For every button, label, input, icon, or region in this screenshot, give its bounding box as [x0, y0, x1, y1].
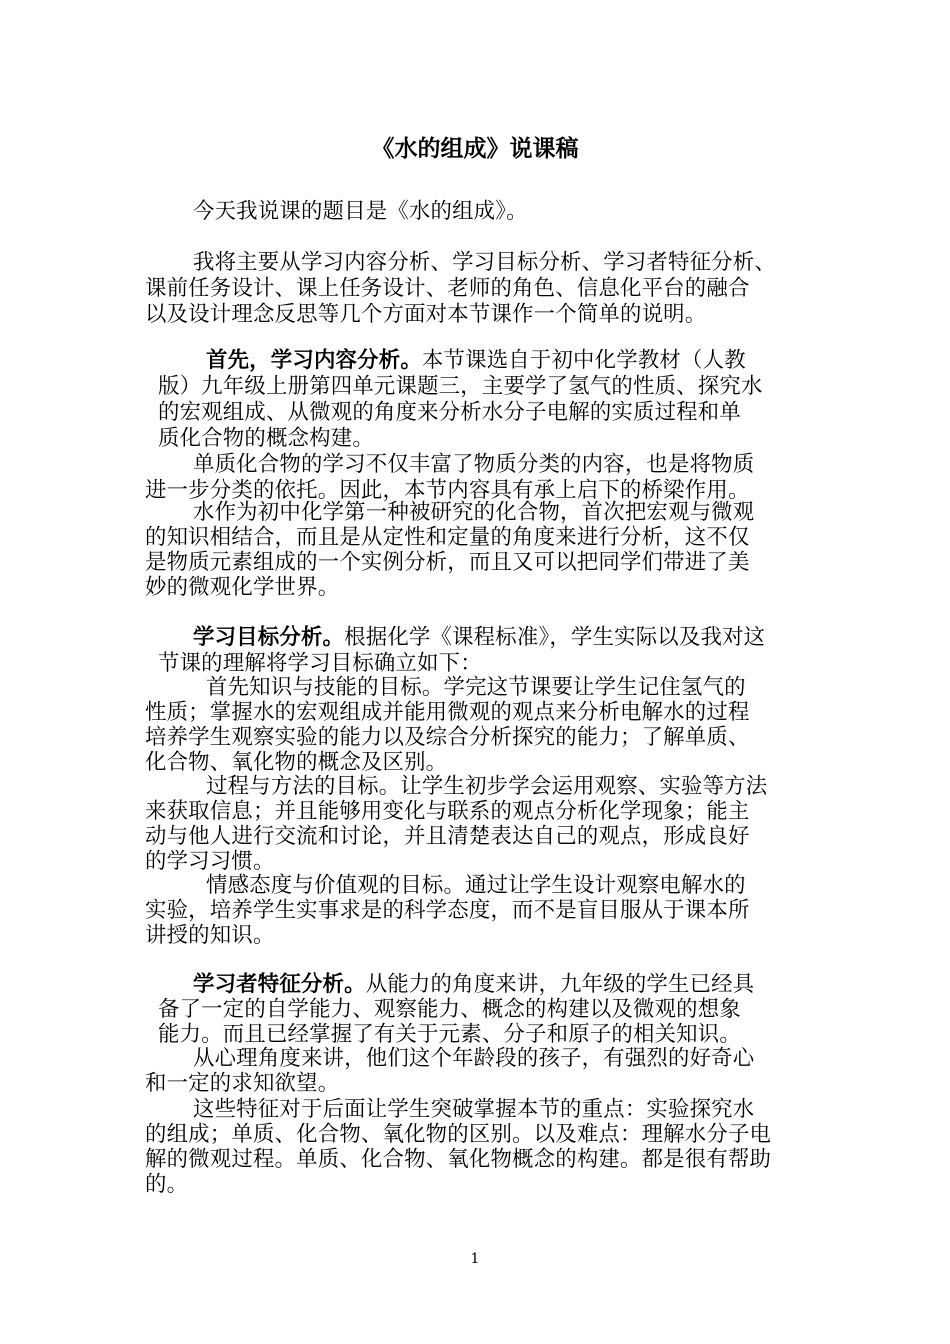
learners-line: 解的微观过程。单质、化合物、氧化物概念的构建。都是很有帮助 — [145, 1147, 772, 1172]
learners-line: 备了一定的自学能力、观察能力、概念的构建以及微观的想象 — [158, 997, 741, 1022]
learners-line: 这些特征对于后面让学生突破掌握本节的重点：实验探究水 — [193, 1097, 755, 1122]
overview-line: 课前任务设计、课上任务设计、老师的角色、信息化平台的融合 — [145, 276, 750, 301]
learners-line: 从心理角度来讲，他们这个年龄段的孩子，有强烈的好奇心 — [193, 1046, 755, 1071]
content-analysis-line: 的知识相结合，而且是从定性和定量的角度来进行分析，这不仅 — [145, 525, 750, 550]
page-number: 1 — [470, 1251, 480, 1267]
objectives-line: 的学习习惯。 — [145, 849, 275, 874]
objectives-line: 来获取信息；并且能够用变化与联系的观点分析化学现象；能主 — [145, 799, 750, 824]
content-analysis-first-line — [206, 347, 746, 375]
learners-line: 的组成；单质、化合物、氧化物的区别。以及难点：理解水分子电 — [145, 1122, 772, 1147]
learners-first-line — [193, 971, 754, 999]
objectives-line: 化合物、氧化物的概念及区别。 — [145, 750, 448, 775]
learners-line: 的。 — [145, 1172, 189, 1197]
objectives-line: 节课的理解将学习目标确立如下： — [158, 651, 482, 676]
learners-line: 能力。而且已经掌握了有关于元素、分子和原子的相关知识。 — [158, 1022, 741, 1047]
objectives-text: 根据化学《课程标准》，学生实际以及我对这 — [344, 625, 766, 650]
overview-line: 我将主要从学习内容分析、学习目标分析、学习者特征分析、 — [193, 250, 776, 275]
overview-line: 以及设计理念反思等几个方面对本节课作一个简单的说明。 — [145, 302, 707, 327]
content-analysis-heading: 首先，学习内容分析。 — [206, 348, 422, 373]
content-analysis-line: 质化合物的概念构建。 — [158, 426, 374, 451]
document-title: 《水的组成》说课稿 — [371, 136, 579, 162]
objectives-line: 性质；掌握水的宏观组成并能用微观的观点来分析电解水的过程 — [145, 700, 750, 725]
intro-line: 今天我说课的题目是《水的组成》。 — [193, 199, 528, 224]
content-analysis-line: 版）九年级上册第四单元课题三，主要学了氢气的性质、探究水 — [158, 374, 763, 399]
learners-heading: 学习者特征分析。 — [193, 972, 366, 997]
objectives-first-line — [193, 624, 765, 652]
objectives-heading: 学习目标分析。 — [193, 625, 345, 650]
content-analysis-line: 的宏观组成、从微观的角度来分析水分子电解的实质过程和单 — [158, 400, 741, 425]
content-analysis-line: 是物质元素组成的一个实例分析，而且又可以把同学们带进了美 — [145, 550, 750, 575]
objectives-line: 情感态度与价值观的目标。通过让学生设计观察电解水的 — [206, 873, 746, 898]
content-analysis-line: 单质化合物的学习不仅丰富了物质分类的内容，也是将物质 — [193, 452, 755, 477]
objectives-line: 动与他人进行交流和讨论，并且清楚表达自己的观点，形成良好 — [145, 824, 750, 849]
learners-text: 从能力的角度来讲，九年级的学生已经具 — [365, 972, 755, 997]
content-analysis-text: 本节课选自于初中化学教材（人教 — [421, 348, 746, 373]
objectives-line: 过程与方法的目标。让学生初步学会运用观察、实验等方法 — [206, 774, 768, 799]
objectives-line: 实验，培养学生实事求是的科学态度，而不是盲目服从于课本所 — [145, 898, 750, 923]
content-analysis-line: 妙的微观化学世界。 — [145, 575, 340, 600]
objectives-line: 培养学生观察实验的能力以及综合分析探究的能力；了解单质、 — [145, 725, 750, 750]
content-analysis-line: 进一步分类的依托。因此，本节内容具有承上启下的桥梁作用。 — [145, 478, 750, 503]
objectives-line: 首先知识与技能的目标。学完这节课要让学生记住氢气的 — [206, 675, 746, 700]
objectives-line: 讲授的知识。 — [145, 923, 275, 948]
content-analysis-line: 水作为初中化学第一种被研究的化合物，首次把宏观与微观 — [193, 500, 755, 525]
learners-line: 和一定的求知欲望。 — [145, 1071, 340, 1096]
